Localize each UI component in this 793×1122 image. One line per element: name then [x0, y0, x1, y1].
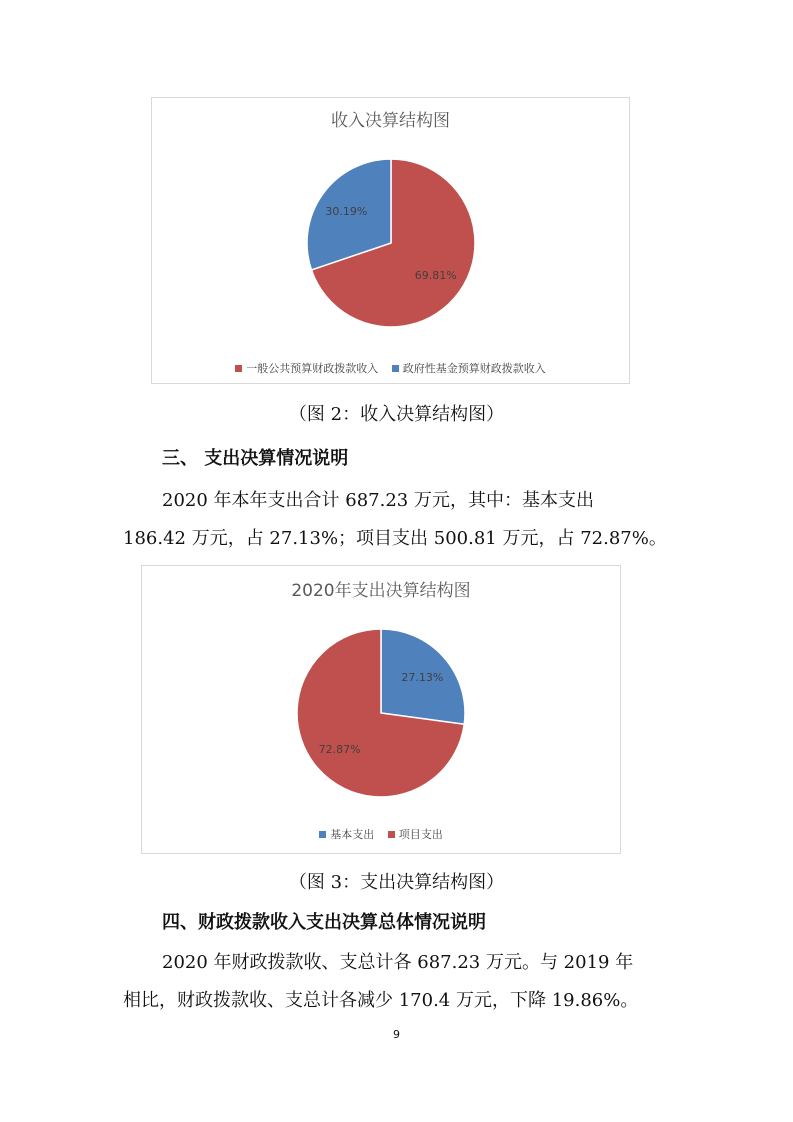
legend-swatch — [388, 831, 395, 838]
chart-legend — [152, 360, 629, 376]
legend-label: 基本支出 — [330, 828, 375, 841]
legend-item — [319, 826, 374, 842]
legend-item — [392, 360, 546, 376]
paragraph-line: 2020 年财政拨款收、支总计各 687.23 万元。与 2019 年 — [162, 952, 634, 973]
paragraph-line: 相比，财政拨款收、支总计各减少 170.4 万元，下降 19.86%。 — [123, 990, 639, 1011]
chart-legend — [142, 826, 620, 842]
expenditure-pie — [142, 566, 622, 855]
slice-data-label: 69.81% — [414, 269, 457, 283]
figure-caption: （图 2：收入决算结构图） — [288, 404, 505, 425]
legend-label: 政府性基金预算财政拨款收入 — [402, 362, 546, 375]
chart-title: 收入决算结构图 — [331, 111, 450, 131]
income-pie — [152, 98, 631, 385]
section-heading: 三、 支出决算情况说明 — [162, 448, 349, 469]
figure-caption: （图 3：支出决算结构图） — [288, 872, 505, 893]
expenditure-structure-chart — [141, 565, 621, 854]
legend-item — [388, 826, 443, 842]
legend-label: 项目支出 — [398, 828, 443, 841]
legend-item — [235, 360, 378, 376]
section-heading: 四、财政拨款收入支出决算总体情况说明 — [162, 912, 486, 933]
paragraph-line: 186.42 万元，占 27.13%；项目支出 500.81 万元，占 72.87%。 — [123, 528, 667, 549]
legend-swatch — [235, 365, 242, 372]
slice-data-label: 72.87% — [318, 743, 361, 757]
legend-label: 一般公共预算财政拨款收入 — [246, 362, 379, 375]
slice-data-label: 27.13% — [401, 670, 444, 684]
paragraph-line: 2020 年本年支出合计 687.23 万元，其中：基本支出 — [162, 490, 594, 511]
slice-data-label: 30.19% — [325, 204, 368, 218]
page-number: 9 — [393, 1028, 400, 1041]
income-structure-chart — [151, 97, 630, 384]
chart-title: 2020年支出决算结构图 — [291, 581, 471, 601]
legend-swatch — [392, 365, 399, 372]
legend-swatch — [319, 831, 326, 838]
